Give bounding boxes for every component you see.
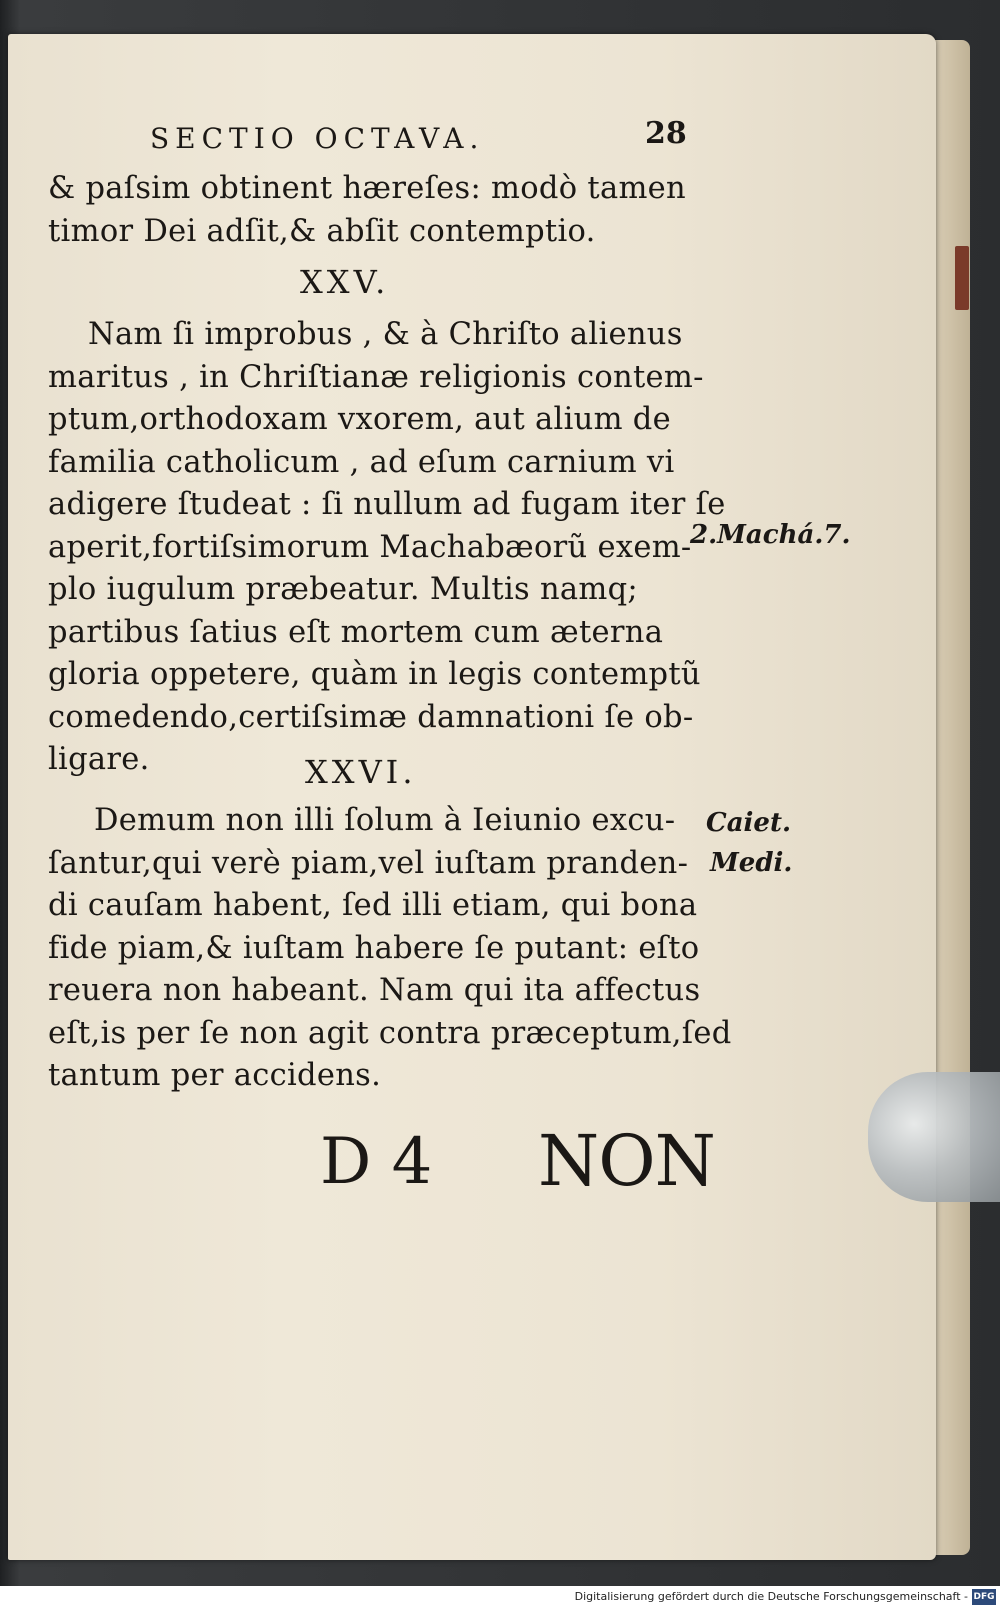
book-page [8,34,936,1560]
text-line: timor Dei adſit,& abſit contemptio. [48,213,596,249]
text-line: & paſsim obtinent hæreſes: modò tamen [48,171,686,206]
text-line: eſt,is per ſe non agit contra præceptum,ſed [48,1015,732,1051]
text-line: Nam ſi improbus , & à Chriſto alienus [88,317,683,352]
text-line: ptum,orthodoxam vxorem, aut alium de [48,402,671,437]
text-line: di cauſam habent, ſed illi etiam, qui bona [48,888,698,923]
text-line: partibus ſatius eſt mortem cum æterna [48,614,664,650]
section-numeral-25: XXV. [300,263,390,301]
marginal-note-medina: Medi. [710,848,793,878]
running-head: SECTIO OCTAVA. [150,122,485,155]
section-numeral-26: XXVI. [305,753,417,791]
dfg-logo: DFG [972,1589,996,1605]
text-line: tantum per accidens. [48,1058,382,1093]
text-line: maritus , in Chriſtianæ religionis contem- [48,359,704,395]
marginal-note-machabees: 2.Machá.7. [690,520,851,550]
text-line: ſantur,qui verè piam,vel iuſtam pranden- [48,845,689,881]
page-clip [868,1072,1000,1202]
page-number: 28 [645,116,687,151]
section-25-paragraph [48,314,726,782]
bookmark-tab [955,246,969,310]
text-line: familia catholicum , ad eſum carnium vi [48,444,675,480]
text-line: Demum non illi ſolum à Ieiunio excu- [94,803,676,838]
text-line: fide piam,& iuſtam habere ſe putant: eſto [48,930,700,966]
text-line: reuera non habeant. Nam qui ita affectus [48,973,701,1008]
text-line: adigere ſtudeat : ſi nullum ad fugam iter ſe [48,487,726,522]
catchword: NON [538,1120,715,1202]
text-line: aperit,fortiſsimorum Machabæorũ exem- [48,529,692,565]
text-line: comedendo,certiſsimæ damnationi ſe ob- [48,699,694,735]
signature-mark: D 4 [320,1125,433,1199]
funding-credit: Digitalisierung gefördert durch die Deutsche Forschungsgemeinschaft - [574,1590,968,1603]
footer-bar [0,1586,1000,1610]
text-line: ligare. [48,742,150,777]
section-26-paragraph [48,800,732,1098]
opening-paragraph [48,168,688,253]
marginal-note-caietan: Caiet. [706,808,792,838]
text-line: plo iugulum præbeatur. Multis namq; [48,572,638,607]
text-line: gloria oppetere, quàm in legis contemptũ [48,657,701,692]
